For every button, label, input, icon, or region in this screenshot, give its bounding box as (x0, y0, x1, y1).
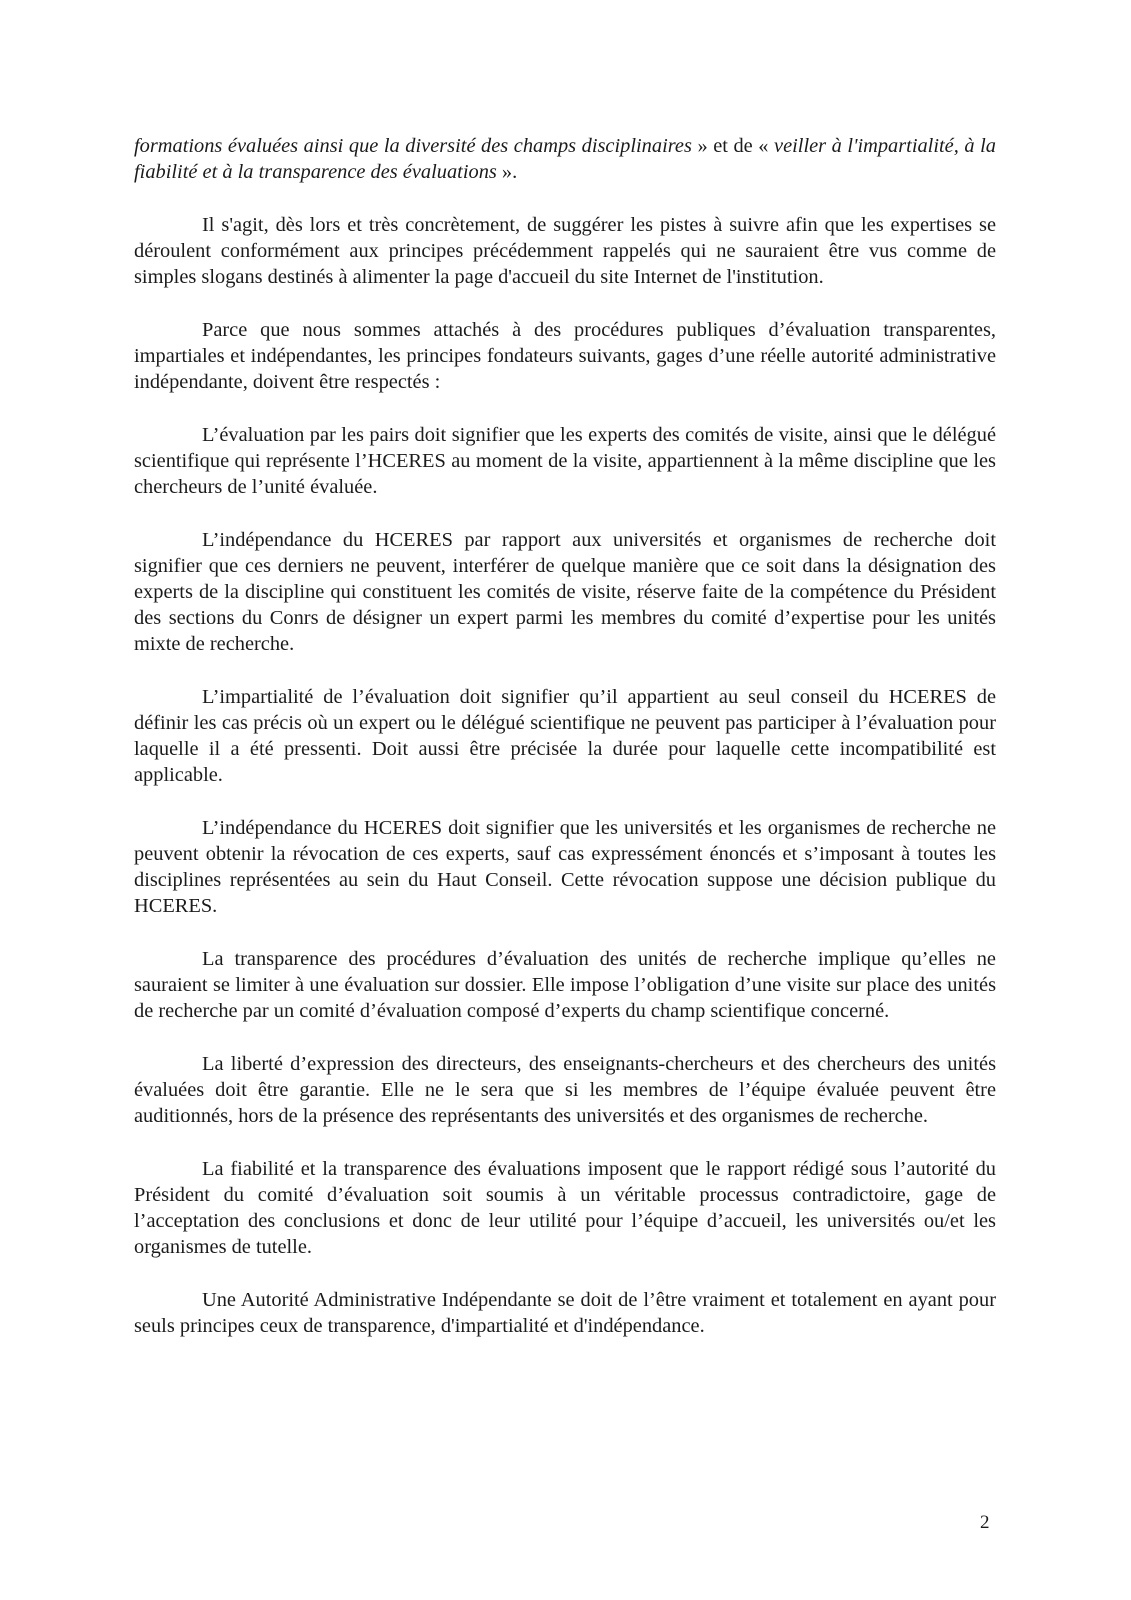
page-number: 2 (980, 1512, 990, 1533)
paragraph-autorite-administrative: Une Autorité Administrative Indépendante se doit de l’être vraiment et totalement en ayant pour seuls principes ceux de transparence, d'impartialité et d'indépendance. (134, 1289, 996, 1337)
document-page (134, 133, 996, 1366)
opening-paragraph (134, 133, 996, 185)
paragraph-principes-fondateurs: Parce que nous sommes attachés à des procédures publiques d’évaluation transparentes, impartiales et indépendantes, les principes fondateurs suivants, gages d’une réelle autorité administrative indépendante, doivent être respectés : (134, 319, 996, 393)
paragraph-fiabilite-transparence: La fiabilité et la transparence des évaluations imposent que le rapport rédigé sous l’autorité du Président du comité d’évaluation soit soumis à un véritable processus contradictoire, gage de l’acceptation des conclusions et donc de leur utilité pour l’équipe d’accueil, les universités ou/et les organismes de tutelle. (134, 1158, 996, 1258)
paragraph-independance-universites: L’indépendance du HCERES par rapport aux universités et organismes de recherche doit signifier que ces derniers ne peuvent, interférer de quelque manière que ce soit dans la désignation des experts de la discipline qui constituent les comités de visite, réserve faite de la compétence du Président des sections du Conrs de désigner un expert parmi les membres du comité d’expertise pour les unités mixte de recherche. (134, 529, 996, 655)
paragraph-liberte-expression: La liberté d’expression des directeurs, des enseignants-chercheurs et des chercheurs des unités évaluées doit être garantie. Elle ne le sera que si les membres de l’équipe évaluée peuvent être auditionnés, hors de la présence des représentants des universités et des organismes de recherche. (134, 1053, 996, 1127)
opening-end: ». (496, 161, 518, 183)
opening-connector: » et de « (691, 135, 775, 157)
opening-italic-quote-2: veiller à l'impartialité, à la fiabilité et à la transparence des évaluations (134, 135, 996, 183)
paragraph-transparence-procedures: La transparence des procédures d’évaluation des unités de recherche implique qu’elles ne sauraient se limiter à une évaluation sur dossier. Elle impose l’obligation d’une visite sur place des unités de recherche par un comité d’évaluation composé d’experts du champ scientifique concerné. (134, 948, 996, 1022)
paragraph-impartialite: L’impartialité de l’évaluation doit signifier qu’il appartient au seul conseil du HCERES de définir les cas précis où un expert ou le délégué scientifique ne peuvent pas participer à l’évaluation pour laquelle il a été pressenti. Doit aussi être précisée la durée pour laquelle cette incompatibilité est applicable. (134, 686, 996, 786)
paragraph-evaluation-par-les-pairs: L’évaluation par les pairs doit signifier que les experts des comités de visite, ainsi que le délégué scientifique qui représente l’HCERES au moment de la visite, appartiennent à la même discipline que les chercheurs de l’unité évaluée. (134, 424, 996, 498)
paragraph-independance-revocation: L’indépendance du HCERES doit signifier que les universités et les organismes de recherche ne peuvent obtenir la révocation de ces experts, sauf cas expressément énoncés et s’imposant à toutes les disciplines représentées au sein du Haut Conseil. Cette révocation suppose une décision publique du HCERES. (134, 817, 996, 917)
opening-italic-quote-1: formations évaluées ainsi que la diversité des champs disciplinaires (134, 135, 692, 157)
paragraph-pistes: Il s'agit, dès lors et très concrètement, de suggérer les pistes à suivre afin que les expertises se déroulent conformément aux principes précédemment rappelés qui ne sauraient être vus comme de simples slogans destinés à alimenter la page d'accueil du site Internet de l'institution. (134, 214, 996, 288)
